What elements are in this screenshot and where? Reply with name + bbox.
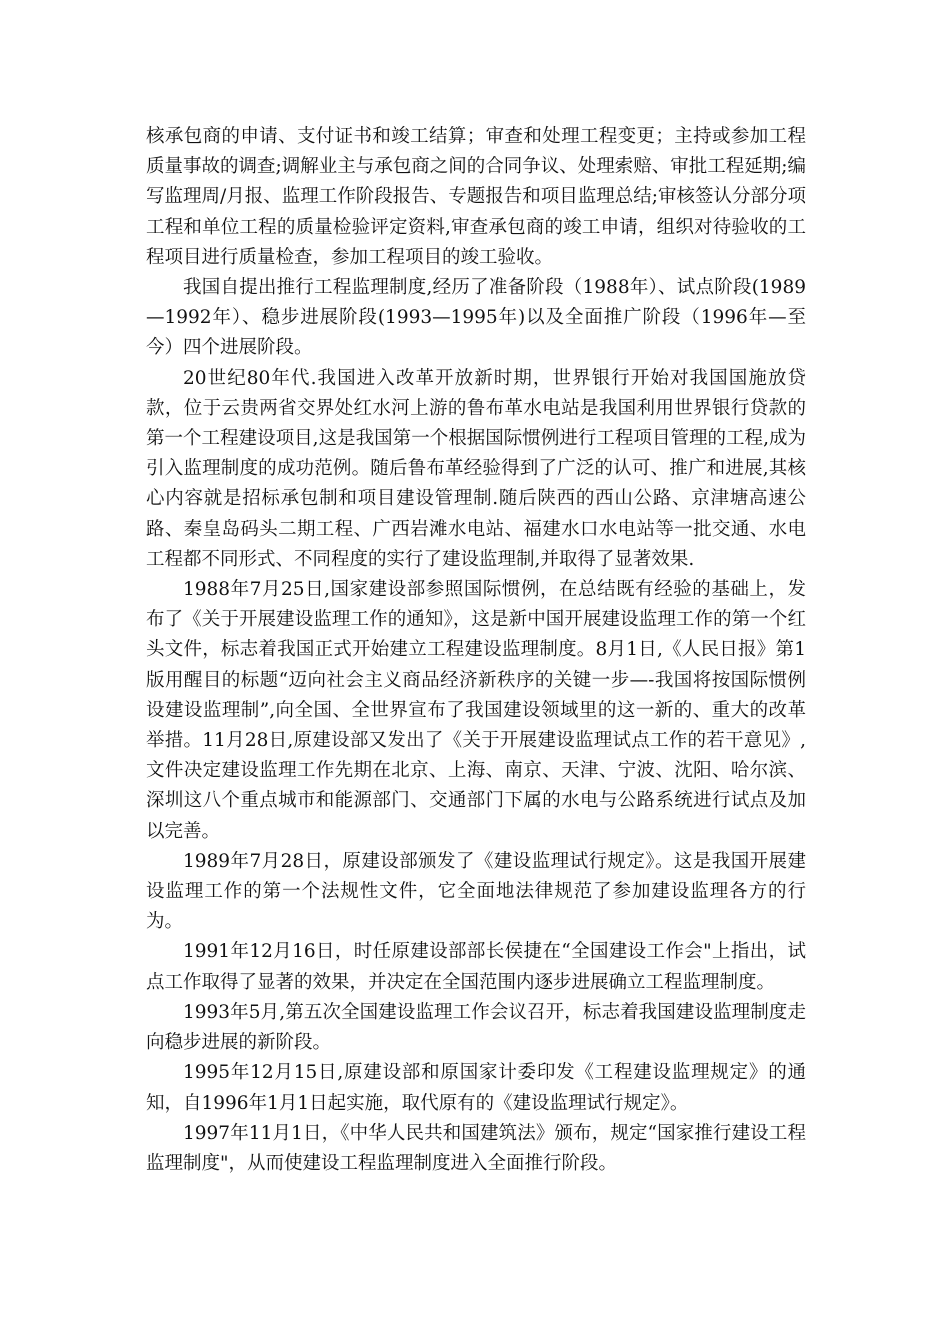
paragraph-3: 20世纪80年代.我国进入改革开放新时期，世界银行开始对我国国施放贷款，位于云贵两省交界处红水河上游的鲁布革水电站是我国利用世界银行贷款的第一个工程建设项目,这是我国第一个根据国际惯例进行工程项目管理的工程,成为引入监理制度的成功范例。随后鲁布革经验得到了广泛的认可、推广和进展,其核心内容就是招标承包制和项目建设管理制.随后陕西的西山公路、京津塘高速公路、秦皇岛码头二期工程、广西岩滩水电站、福建水口水电站等一批交通、水电工程都不同形式、不同程度的实行了建设监理制,并取得了显著效果. bbox=[146, 367, 806, 570]
paragraph-7: 1993年5月,第五次全国建设监理工作会议召开，标志着我国建设监理制度走向稳步进展的新阶段。 bbox=[146, 1001, 806, 1054]
paragraph-5: 1989年7月28日，原建设部颁发了《建设监理试行规定》。这是我国开展建设监理工作的第一个法规性文件，它全面地法律规范了参加建设监理各方的行为。 bbox=[146, 850, 806, 933]
paragraph-6: 1991年12月16日，时任原建设部部长侯捷在“全国建设工作会"上指出，试点工作取得了显著的效果，并决定在全国范围内逐步进展确立工程监理制度。 bbox=[146, 941, 806, 993]
paragraph-8: 1995年12月15日,原建设部和原国家计委印发《工程建设监理规定》的通知，自1996年1月1日起实施，取代原有的《建设监理试行规定》。 bbox=[146, 1062, 806, 1114]
document-body bbox=[146, 122, 806, 1179]
paragraph-9: 1997年11月1日，《中华人民共和国建筑法》颁布，规定“国家推行建设工程监理制度"，从而使建设工程监理制度进入全面推行阶段。 bbox=[146, 1122, 806, 1174]
paragraph-4: 1988年7月25日,国家建设部参照国际惯例，在总结既有经验的基础上，发布了《关于开展建设监理工作的通知》，这是新中国开展建设监理工作的第一个红头文件，标志着我国正式开始建立工程建设监理制度。8月1日,《人民日报》第1版用醒目的标题“迈向社会主义商品经济新秩序的关键一步—-我国将按国际惯例设建设监理制”,向全国、全世界宣布了我国建设领域里的这一新的、重大的改革举措。11月28日,原建设部又发出了《关于开展建设监理试点工作的若干意见》,文件决定建设监理工作先期在北京、上海、南京、天津、宁波、沈阳、哈尔滨、深圳这八个重点城市和能源部门、交通部门下属的水电与公路系统进行试点及加以完善。 bbox=[146, 579, 806, 842]
paragraph-2: 我国自提出推行工程监理制度,经历了准备阶段（1988年）、试点阶段(1989—1992年）、稳步进展阶段(1993—1995年)以及全面推广阶段（1996年—至今）四个进展阶段。 bbox=[146, 277, 806, 359]
paragraph-1: 核承包商的申请、支付证书和竣工结算；审查和处理工程变更；主持或参加工程质量事故的调查;调解业主与承包商之间的合同争议、处理索赔、审批工程延期;编写监理周/月报、监理工作阶段报告、专题报告和项目监理总结;审核签认分部分项工程和单位工程的质量检验评定资料,审查承包商的竣工申请，组织对待验收的工程项目进行质量检查，参加工程项目的竣工验收。 bbox=[146, 126, 806, 268]
